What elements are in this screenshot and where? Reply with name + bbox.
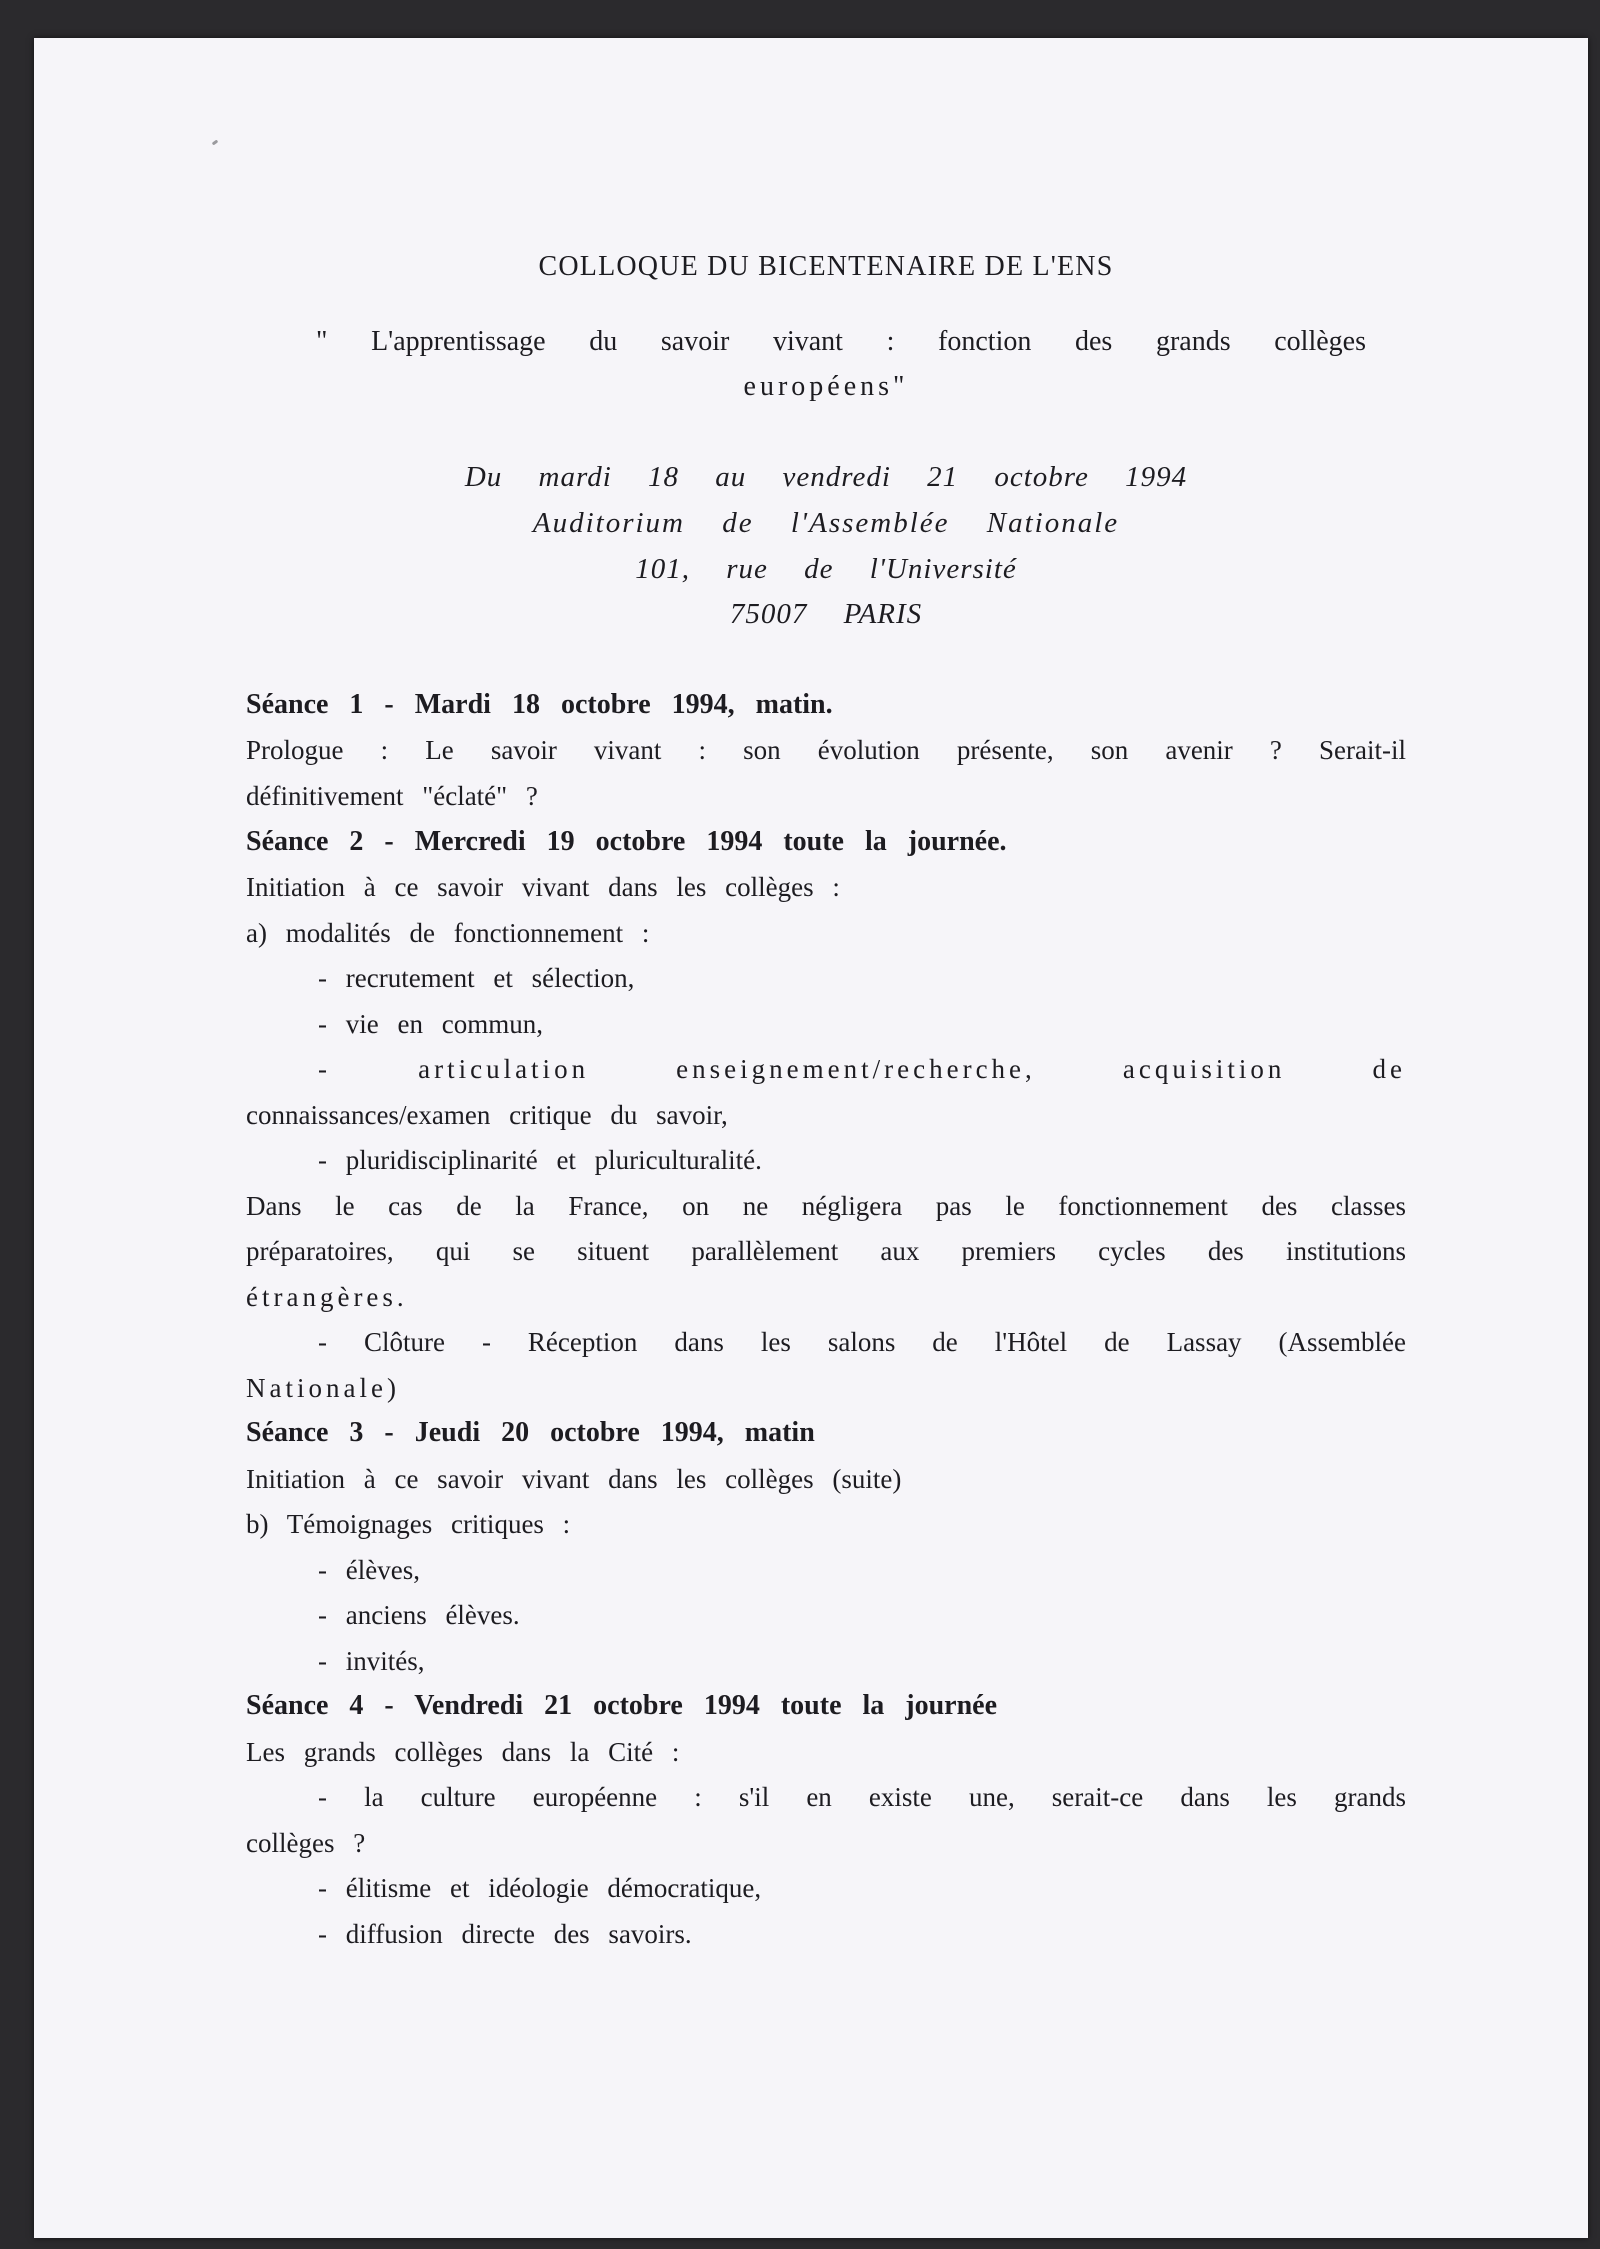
session-3-bullet: - anciens élèves. [318, 1600, 520, 1630]
session-2-line: Nationale) [246, 1373, 400, 1403]
session-2-line: a) modalités de fonctionnement : [246, 918, 650, 948]
session-3-line: b) Témoignages critiques : [246, 1509, 571, 1539]
session-4-line: collèges ? [246, 1828, 366, 1858]
session-2-bullet: - articulation enseignement/recherche, acquisition de [318, 1054, 1406, 1084]
document-title: COLLOQUE DU BICENTENAIRE DE L'ENS [538, 251, 1114, 282]
session-1-line: Prologue : Le savoir vivant : son évolution présente, son avenir ? Serait-il [246, 735, 1406, 765]
session-4-line: Les grands collèges dans la Cité : [246, 1737, 680, 1767]
session-2-line: Initiation à ce savoir vivant dans les collèges : [246, 872, 840, 902]
subtitle-line-2: européens" [743, 371, 909, 402]
session-2-bullet: - recrutement et sélection, [318, 963, 635, 993]
venue-dates: Du mardi 18 au vendredi 21 octobre 1994 [464, 461, 1188, 493]
session-4-bullet: - élitisme et idéologie démocratique, [318, 1873, 762, 1903]
session-2-line: préparatoires, qui se situent parallèlement aux premiers cycles des institutions [246, 1236, 1406, 1266]
session-1-heading: Séance 1 - Mardi 18 octobre 1994, matin. [246, 689, 833, 720]
session-2-heading: Séance 2 - Mercredi 19 octobre 1994 toute la journée. [246, 826, 1007, 857]
session-2-bullet: - pluridisciplinarité et pluriculturalité. [318, 1145, 762, 1175]
session-4-bullet: - diffusion directe des savoirs. [318, 1919, 692, 1949]
session-1-line: définitivement "éclaté" ? [246, 781, 538, 811]
session-3-bullet: - élèves, [318, 1555, 420, 1585]
session-2-bullet: - vie en commun, [318, 1009, 543, 1039]
subtitle-line-1: " L'apprentissage du savoir vivant : fonction des grands collèges [316, 326, 1366, 357]
session-2-line: Dans le cas de la France, on ne négligera pas le fonctionnement des classes [246, 1191, 1406, 1221]
venue-city: 75007 PARIS [729, 598, 923, 630]
venue-street: 101, rue de l'Université [635, 553, 1017, 585]
session-2-line: connaissances/examen critique du savoir, [246, 1100, 728, 1130]
session-4-heading: Séance 4 - Vendredi 21 octobre 1994 toute la journée [246, 1690, 998, 1721]
document-page [34, 38, 1588, 2238]
session-3-bullet: - invités, [318, 1646, 425, 1676]
session-3-heading: Séance 3 - Jeudi 20 octobre 1994, matin [246, 1417, 815, 1448]
session-4-bullet: - la culture européenne : s'il en existe une, serait-ce dans les grands [318, 1782, 1406, 1812]
session-2-bullet: - Clôture - Réception dans les salons de l'Hôtel de Lassay (Assemblée [318, 1327, 1406, 1357]
venue-place: Auditorium de l'Assemblée Nationale [532, 507, 1120, 539]
session-3-line: Initiation à ce savoir vivant dans les collèges (suite) [246, 1464, 902, 1494]
paper-speck [212, 140, 219, 146]
session-2-line: étrangères. [246, 1282, 408, 1312]
